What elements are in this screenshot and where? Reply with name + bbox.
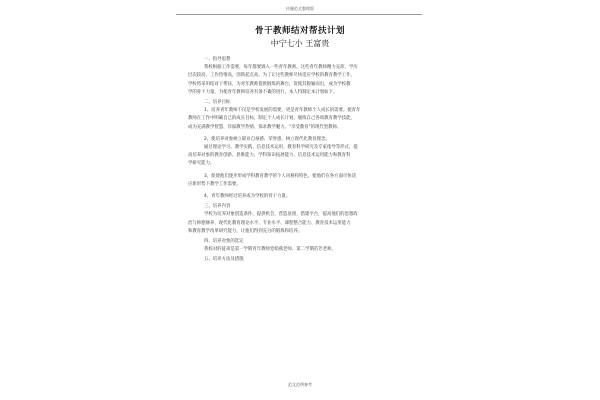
page-footer: 范文范例参考 <box>288 382 312 387</box>
section-heading: 五、培养方法及措施 <box>204 257 244 263</box>
page-header: 传播范式整理版 <box>286 6 314 11</box>
paragraph-line: 我校对的徒弟是第一学期青年教师党娟燕老师、第二学期苗芳老师。 <box>204 247 336 253</box>
document-title: 骨干教师结对帮扶计划 <box>254 26 345 36</box>
paragraph-line: 3、促使他们逐步形成学科教育教学的个人风格和特色，使他们在各方面尽快适 <box>204 173 357 179</box>
paragraph-line: 2、使培养对象树立职业自豪感、荣誉感，树立现代化教育理念。 <box>204 136 330 142</box>
paragraph-line: 治与师德修养、现代化教育理论水平、专业水平、课程整合能力、教育技术运用能力 <box>188 220 351 226</box>
document-author: 中宁七小 王富贵 <box>270 39 330 48</box>
section-heading: 一、指导思想 <box>204 57 231 62</box>
header-rule <box>176 14 422 15</box>
paragraph-line: 1、培养青年教师不仅是学校发展的需要，更是青年教师个人成长的需要。使青年 <box>204 108 361 114</box>
paragraph-line: 教师在工作中明确自己的成长目标，制定个人成长计划，履练自己各项教育教学技能， <box>188 116 355 122</box>
paragraph-line: 4、青年教师经过培养成为学校的骨干力量。 <box>204 194 291 200</box>
paragraph-line: 学的骨干力量，为使青年教师培养有条不紊的进行，本人特制定本计划如下。 <box>188 89 338 95</box>
section-heading: 三、培养内容 <box>204 204 231 210</box>
paragraph-line: 应新形势下教学工作需要。 <box>188 181 241 187</box>
document-body <box>188 54 420 265</box>
paragraph-line: 成为充满教学智慧、洋溢教学热情、探求教学魅力、"享受教育"的现代型教师。 <box>188 124 342 130</box>
paragraph-line: 我校根据工作需要，每年都要调入一些青年教师。这些青年教师精力充沛、学历 <box>204 65 358 71</box>
paragraph-line: 通过理论学习、教学实践、信息技术运用、教育科学研究及专家指导等形式，提 <box>204 145 358 151</box>
paragraph-line: 学研究能力。 <box>188 161 215 167</box>
section-heading: 二、培养目标 <box>204 100 231 106</box>
paragraph-line: 学校为培养对象创造条件、提供机会、营造氛围，搭建平台，提高他们的思想政 <box>204 212 358 218</box>
section-heading: 四、培养对象的选定 <box>204 239 244 245</box>
paragraph-line: 学校将采用结对子帮扶，为青年教师提供锻炼的舞台，促使其脱颖而出，成为学校教 <box>188 81 351 87</box>
paragraph-line: 和教育教学改革研究能力，让他们得到充分的锻炼和培养。 <box>188 228 303 234</box>
paragraph-line: 高培养对象的教育创新、思维能力、学科知识拓展能力、信息技术运用能力和教育科 <box>188 153 351 159</box>
paragraph-line: 层次较高、工作热情高，创新起点高、为了让这些教师尽快适应学校的教育教学工作， <box>188 73 355 79</box>
